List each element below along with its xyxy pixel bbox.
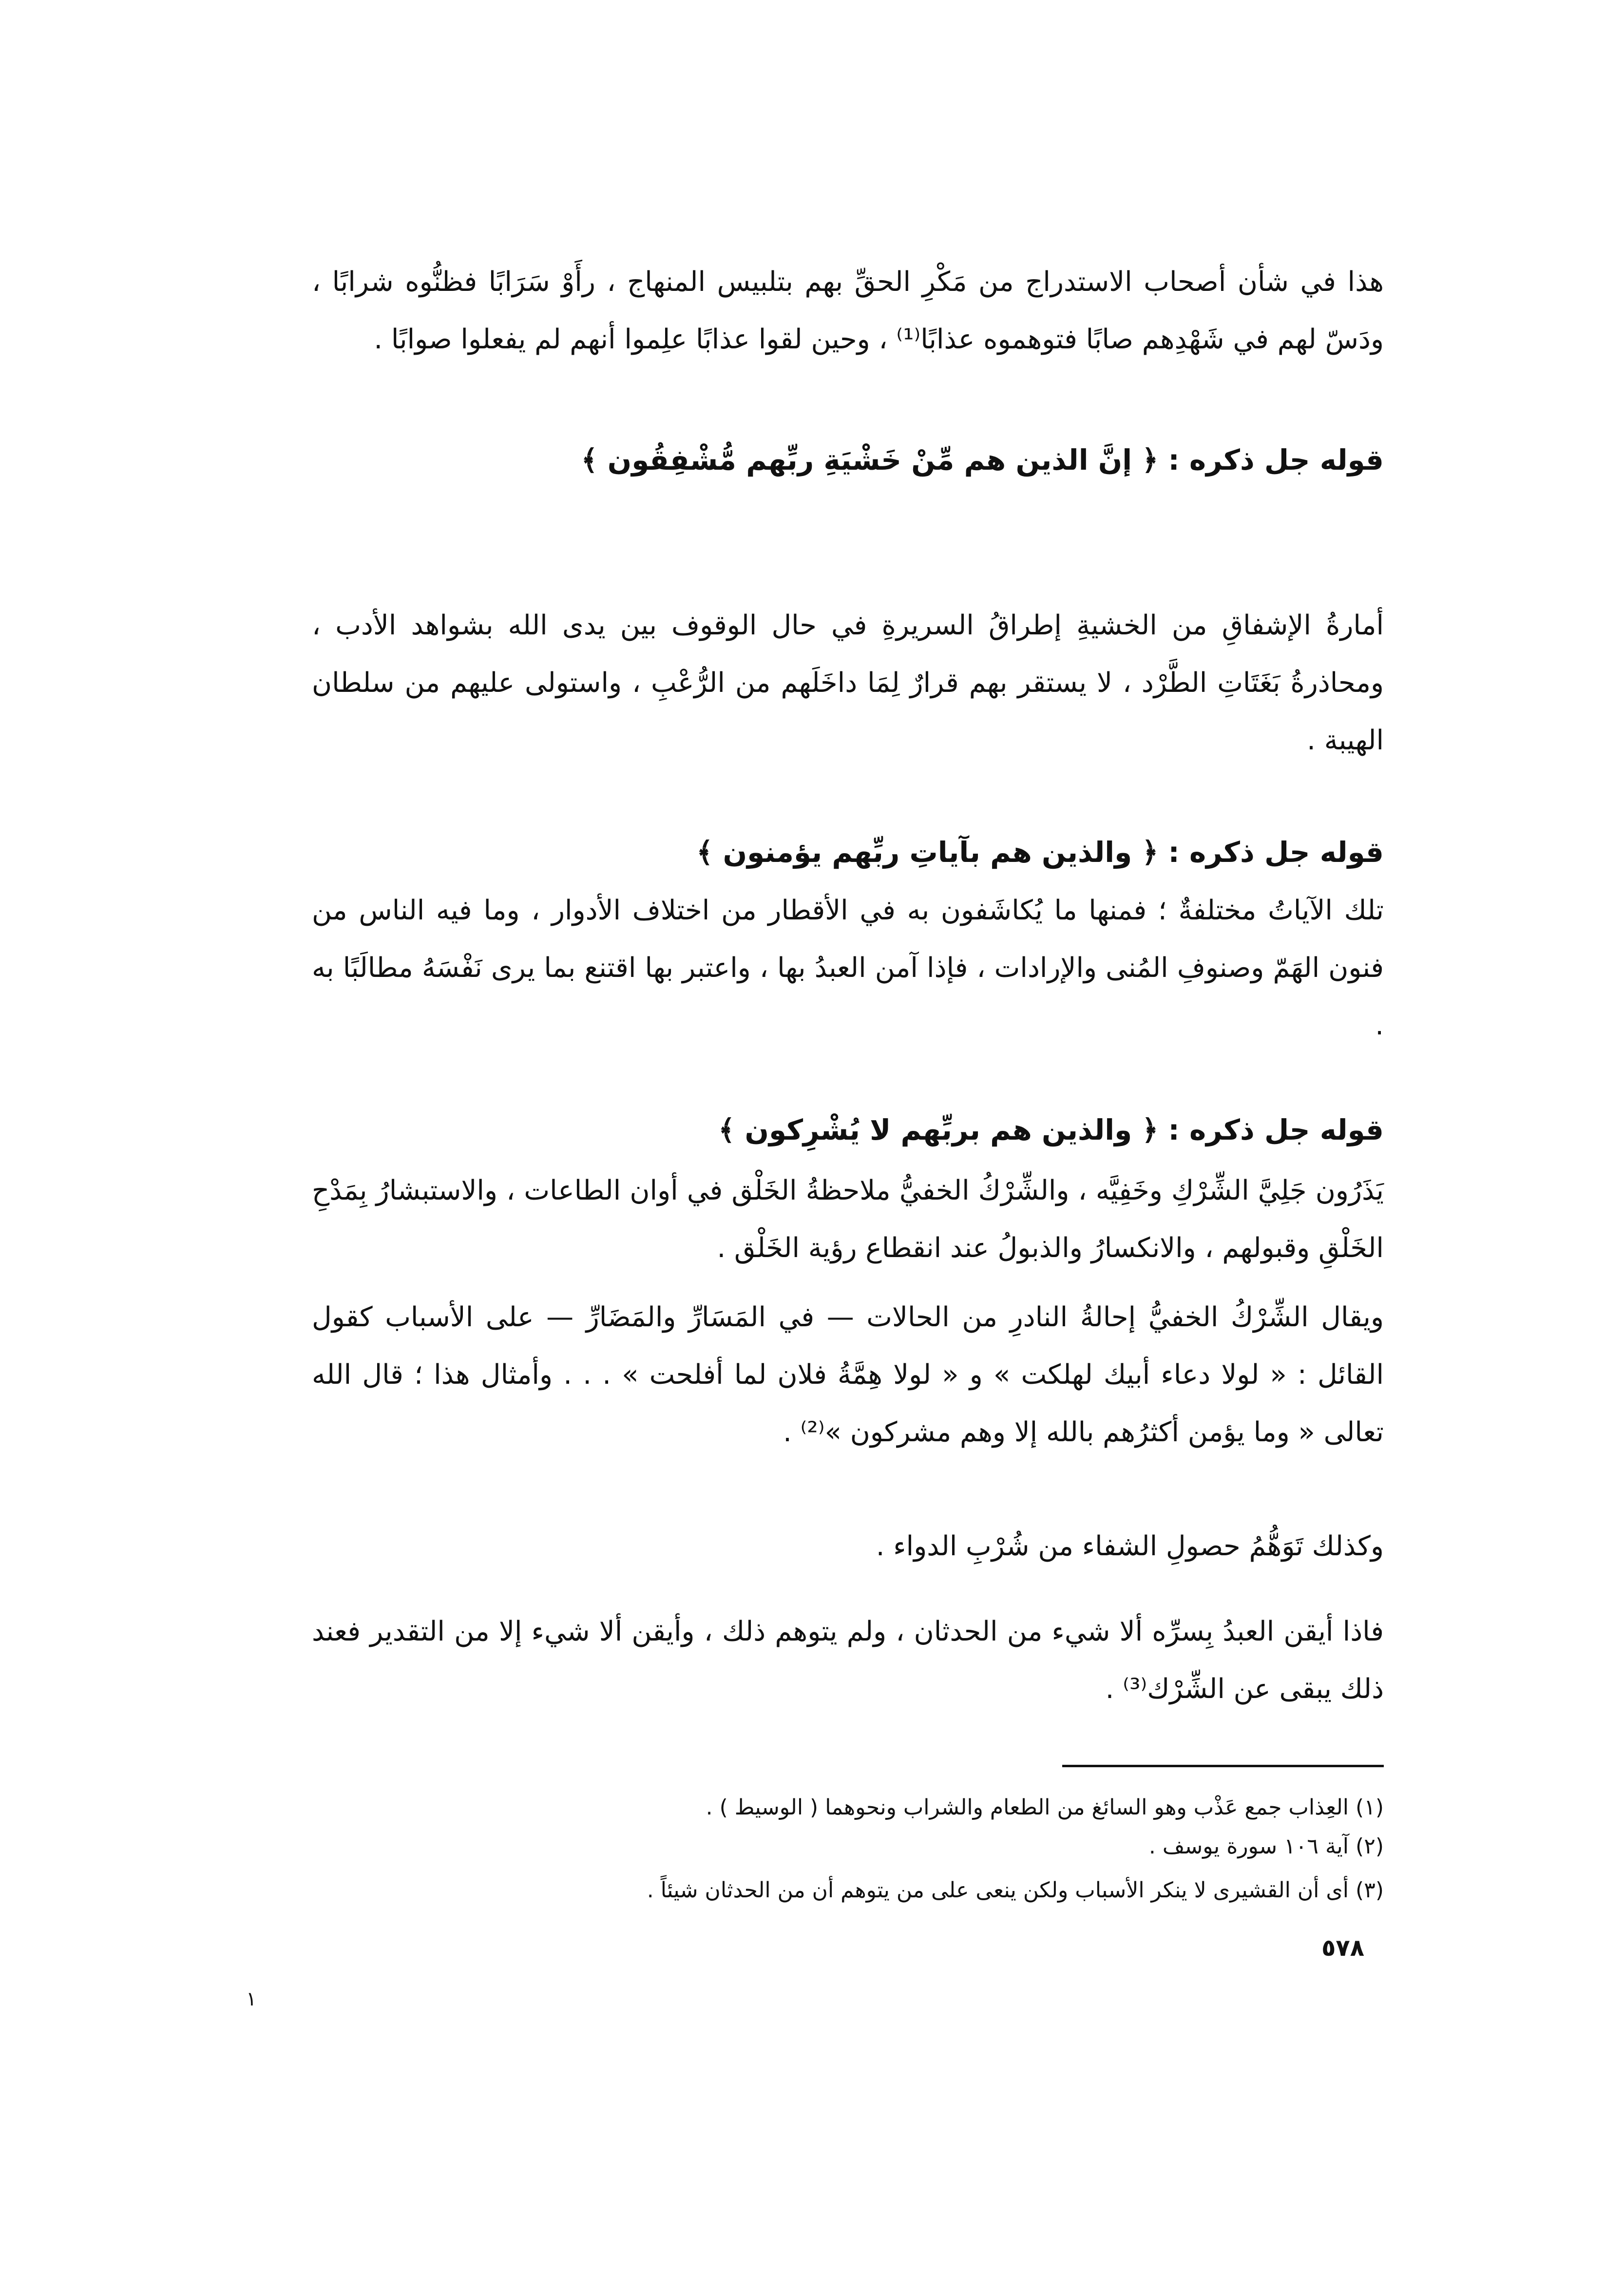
- paragraph-4: يَذَرُون جَلِيَّ الشِّرْكِ وخَفِيَّه ، والشِّرْكُ الخفيُّ ملاحظةُ الخَلْق في أوان الطاعات ، والاستبشارُ بِمَدْحِ الخَلْقِ وقبولهم ، والانكسارُ والذبولُ عند انقطاع رؤية الخَلْق .: [312, 1175, 1384, 1264]
- page-number: ٥٧٨: [1321, 1934, 1364, 1962]
- footnote-2: (٢) آية ١٠٦ سورة يوسف .: [1148, 1834, 1384, 1859]
- paragraph-7: فاذا أيقن العبدُ بِسرِّه ألا شيء من الحدثان ، ولم يتوهم ذلك ، وأيقن ألا شيء إلا من التقدير فعند ذلك يبقى عن الشِّرْك⁽³⁾ .: [312, 1616, 1384, 1705]
- paragraph-2: أمارةُ الإشفاقِ من الخشيةِ إطراقُ السريرةِ في حال الوقوف بين يدى الله بشواهد الأدب ، ومحاذرةُ بَغَتَاتِ الطَّرْد ، لا يستقر بهم قرارٌ لِمَا داخَلَهم من الرُّعْبِ ، واستولى عليهم من سلطان الهيبة .: [312, 610, 1384, 756]
- verse-heading-2: قوله جل ذكره : ﴿ والذين هم بآياتِ ربِّهم يؤمنون ﴾: [696, 836, 1384, 869]
- margin-mark: ١: [246, 1988, 257, 2010]
- footnote-3: (٣) أى أن القشيرى لا ينكر الأسباب ولكن ينعى على من يتوهم أن من الحدثان شيئاً .: [647, 1878, 1384, 1903]
- paragraph-6: وكذلك تَوَهُّمُ حصولِ الشفاء من شُرْبِ الدواء .: [876, 1530, 1384, 1562]
- paragraph-5: ويقال الشِّرْكُ الخفيُّ إحالةُ النادرِ من الحالات — في المَسَارِّ والمَضَارِّ — على الأسباب كقول القائل : « لولا دعاء أبيك لهلكت » و « لولا هِمَّةُ فلان لما أفلحت » . . . وأمثال هذا ؛ قال الله تعالى « وما يؤمن أكثرُهم بالله إلا وهم مشركون »⁽²⁾ .: [312, 1301, 1384, 1448]
- footnote-divider: [1062, 1765, 1384, 1767]
- verse-heading-1: قوله جل ذكره : ﴿ إنَّ الذين هم مِّنْ خَشْيَةِ ربِّهم مُّشْفِقُون ﴾: [581, 443, 1384, 477]
- footnote-1: (١) العِذاب جمع عَذْب وهو السائغ من الطعام والشراب ونحوهما ( الوسيط ) .: [706, 1795, 1384, 1820]
- verse-heading-3: قوله جل ذكره : ﴿ والذين هم بربِّهم لا يُشْرِكون ﴾: [718, 1113, 1384, 1146]
- paragraph-1: هذا في شأن أصحاب الاستدراج من مَكْرِ الحقِّ بهم بتلبيس المنهاج ، رأَوْ سَرَابًا فظنُّوه شرابًا ، ودَسّ لهم في شَهْدِهم صابًا فتوهموه عذابًا⁽¹⁾ ، وحين لقوا عذابًا علِموا أنهم لم يفعلوا صوابًا .: [312, 266, 1384, 355]
- paragraph-3: تلك الآياتُ مختلفةٌ ؛ فمنها ما يُكاشَفون به في الأقطار من اختلاف الأدوار ، وما فيه الناس من فنون الهَمّ وصنوفِ المُنى والإرادات ، فإذا آمن العبدُ بها ، واعتبر بها اقتنع بما يرى نَفْسَهُ مطالَبًا به .: [312, 895, 1384, 1041]
